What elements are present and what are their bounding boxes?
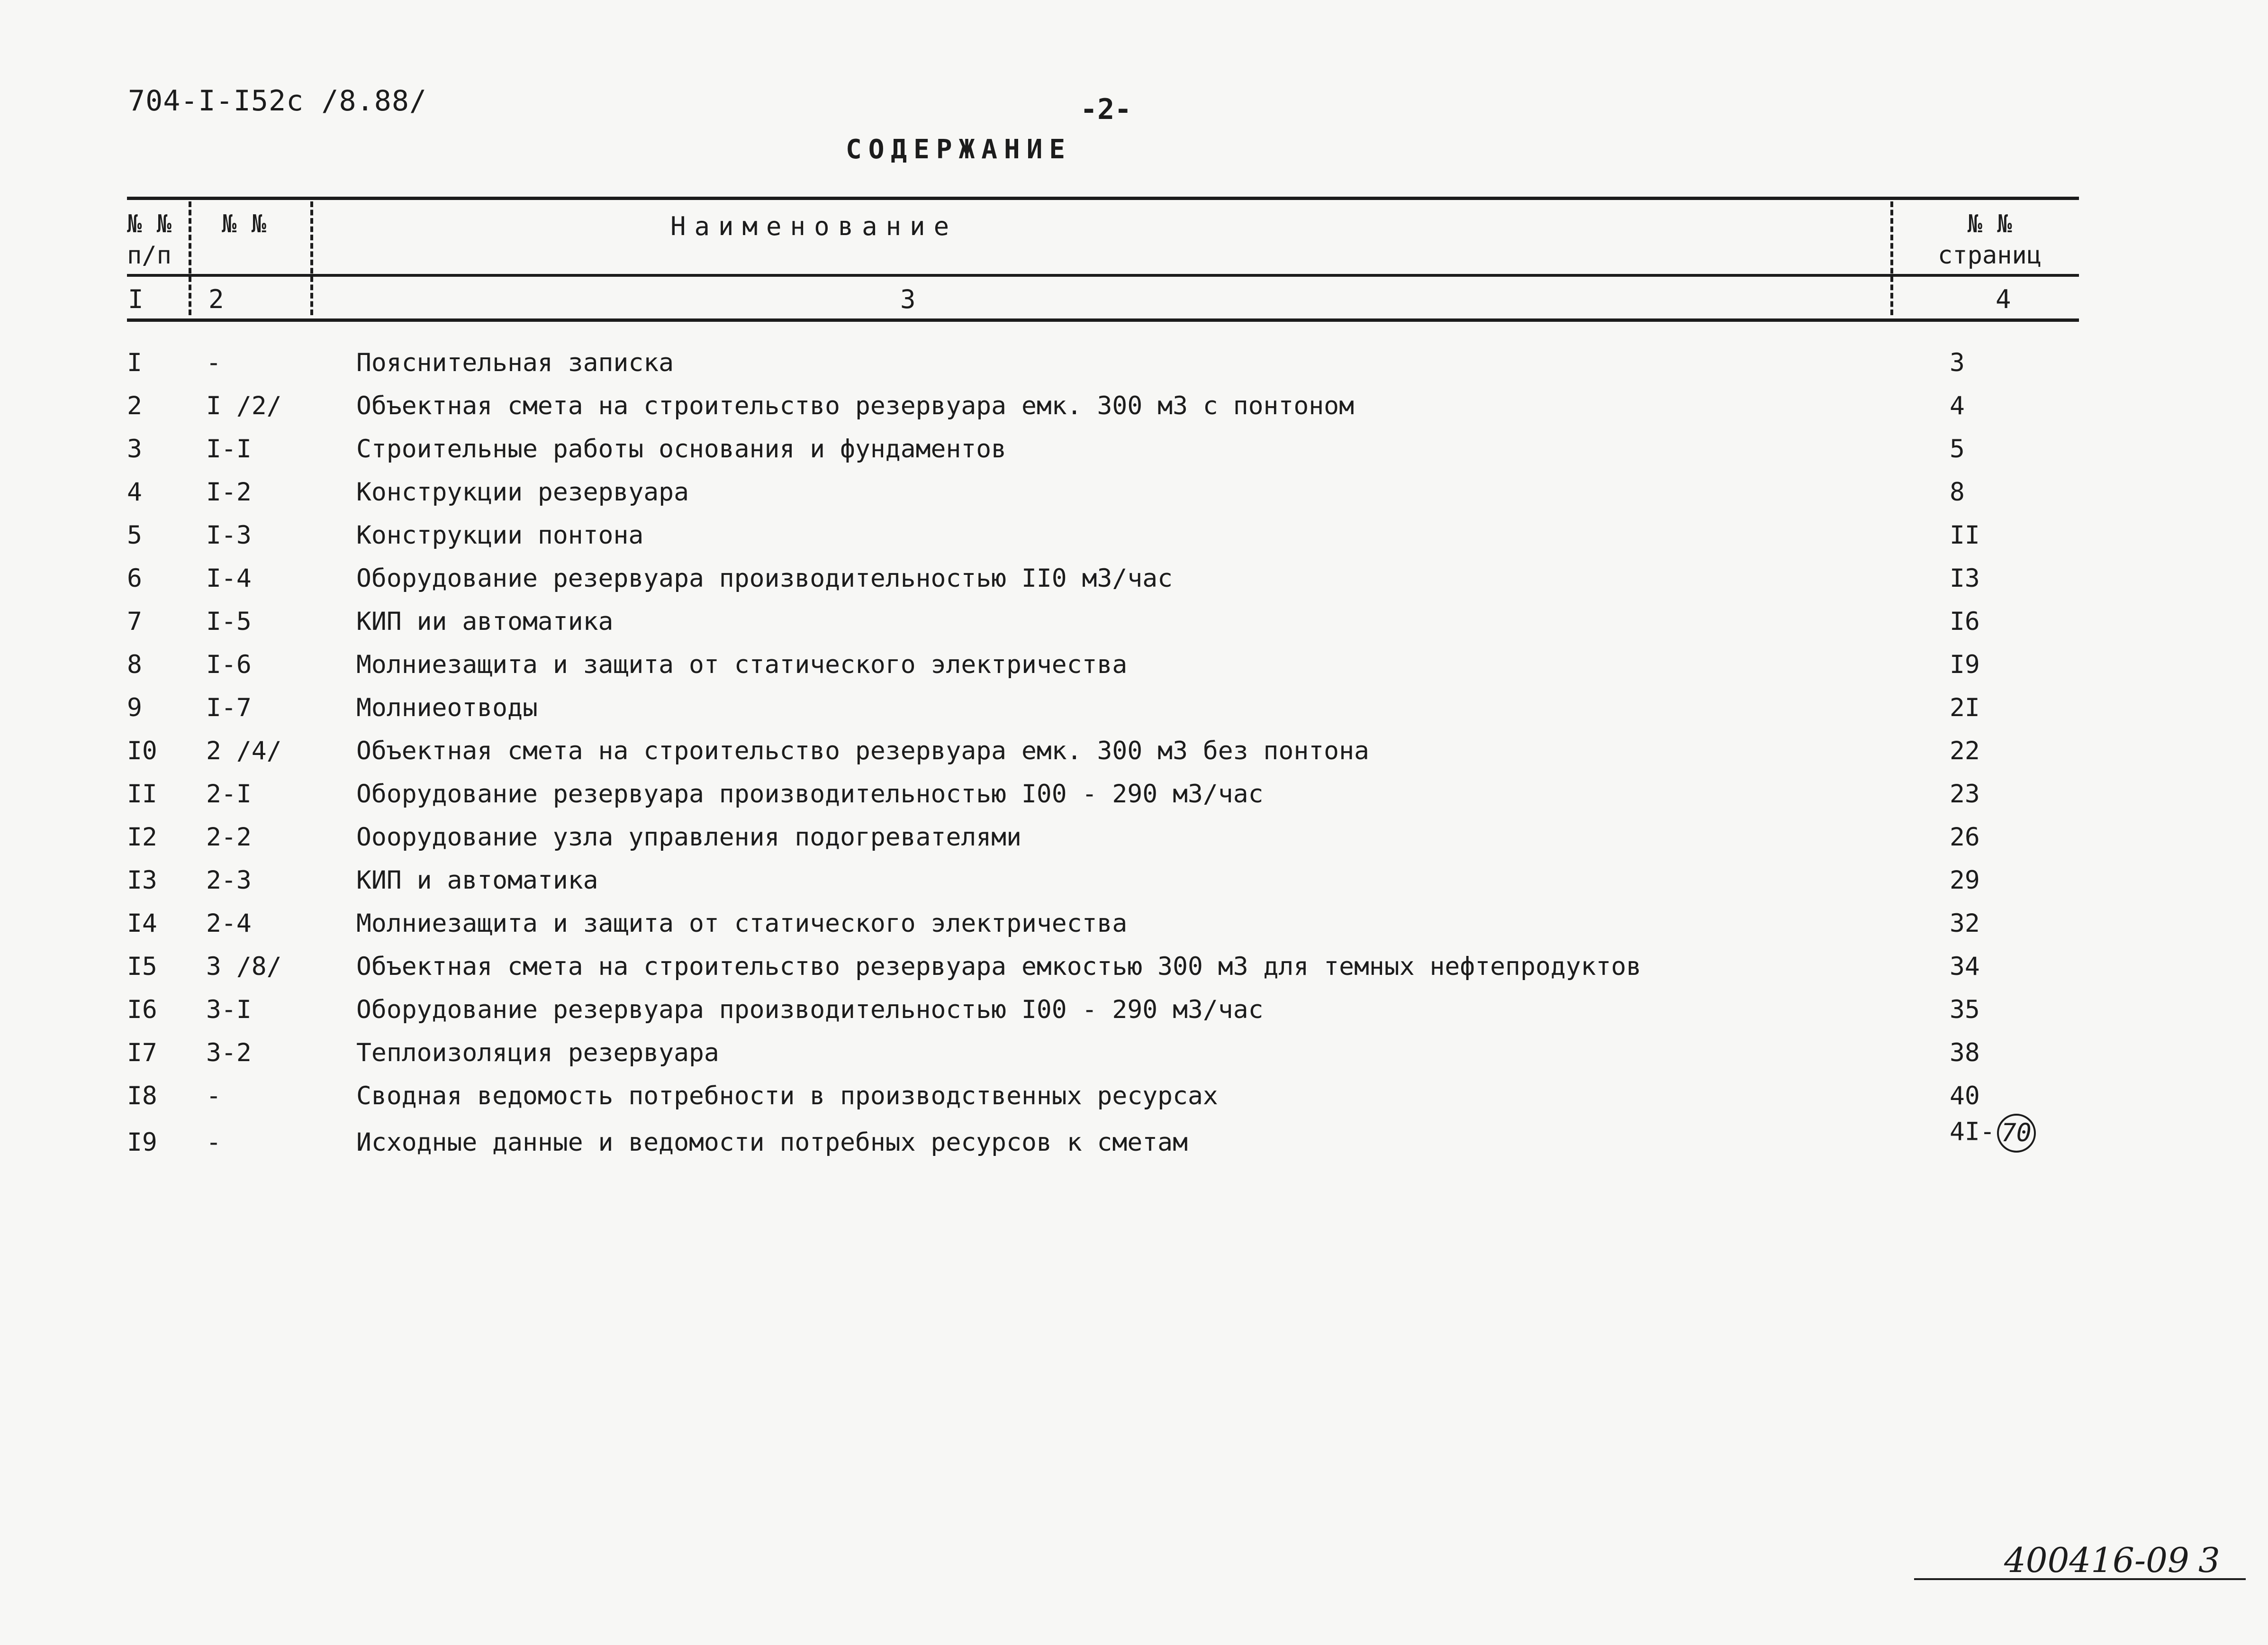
row-name: Объектная смета на строительство резервуара емкостью 300 м3 для темных нефтепродуктов	[356, 952, 1642, 981]
row-page-range: 4I-	[1950, 1117, 1995, 1146]
row-name: Оборудование резервуара производительностью I00 - 290 м3/час	[356, 780, 1264, 809]
row-code: -	[206, 348, 221, 377]
row-code: I-6	[206, 650, 252, 679]
column-divider-2	[310, 201, 313, 315]
table-header-rule	[127, 274, 2079, 277]
row-number: 3	[127, 435, 142, 464]
row-page: 32	[1950, 909, 1980, 938]
row-number: I6	[127, 995, 157, 1024]
row-number: 2	[127, 391, 142, 420]
row-number: I4	[127, 909, 157, 938]
row-page: 3	[1950, 348, 1965, 377]
row-number: 5	[127, 521, 142, 550]
table-row	[0, 348, 2268, 391]
table-row	[0, 736, 2268, 780]
table-row	[0, 607, 2268, 650]
row-code: 2-4	[206, 909, 252, 938]
table-row	[0, 1117, 2268, 1171]
row-name: Молниеотводы	[356, 693, 538, 722]
row-page: 2I	[1950, 693, 1980, 722]
row-code: -	[206, 1128, 221, 1157]
row-page: 26	[1950, 823, 1980, 852]
row-page: 38	[1950, 1038, 1980, 1067]
table-row	[0, 1082, 2268, 1125]
row-name: Конструкции резервуара	[356, 478, 689, 507]
column-number-4: 4	[1996, 284, 2011, 314]
row-name: Сводная ведомость потребности в производственных ресурсах	[356, 1082, 1218, 1110]
header-name: Наименование	[670, 211, 958, 241]
row-number: 7	[127, 607, 142, 636]
inventory-stamp: 400416-09	[2004, 1540, 2189, 1580]
row-code: I-I	[206, 435, 252, 464]
row-name: Ооорудование узла управления подогревателями	[356, 823, 1021, 852]
row-code: 2-2	[206, 823, 252, 852]
row-name: Оборудование резервуара производительностью I00 - 290 м3/час	[356, 995, 1264, 1024]
page-title: СОДЕРЖАНИЕ	[846, 134, 1072, 165]
row-name: Строительные работы основания и фундаментов	[356, 435, 1007, 464]
row-page: 29	[1950, 866, 1980, 895]
row-code: I-7	[206, 693, 252, 722]
row-number: I9	[127, 1128, 157, 1157]
row-code: I /2/	[206, 391, 282, 420]
row-number: I0	[127, 736, 157, 765]
row-name: Теплоизоляция резервуара	[356, 1038, 719, 1067]
row-page: 22	[1950, 736, 1980, 765]
sheet-number: 3	[2198, 1540, 2220, 1580]
row-name: КИП ии автоматика	[356, 607, 614, 636]
table-row	[0, 952, 2268, 995]
row-page: I6	[1950, 607, 1980, 636]
page-number: -2-	[1080, 93, 1132, 126]
row-page: I9	[1950, 650, 1980, 679]
row-code: 2 /4/	[206, 736, 282, 765]
row-number: 6	[127, 564, 142, 593]
row-number: 9	[127, 693, 142, 722]
row-name: Исходные данные и ведомости потребных ресурсов к сметам	[356, 1128, 1188, 1157]
row-page: 34	[1950, 952, 1980, 981]
row-code: I-3	[206, 521, 252, 550]
row-name: Объектная смета на строительство резервуара емк. 300 м3 с понтоном	[356, 391, 1354, 420]
row-code: I-5	[206, 607, 252, 636]
row-code: 3-I	[206, 995, 252, 1024]
row-code: 2-I	[206, 780, 252, 809]
row-number: I2	[127, 823, 157, 852]
row-name: КИП и автоматика	[356, 866, 598, 895]
circled-page-end: 70	[1997, 1114, 2036, 1153]
footer-underline	[1914, 1578, 2246, 1580]
row-page: I3	[1950, 564, 1980, 593]
column-number-1: I	[128, 284, 144, 314]
column-divider-1	[189, 201, 191, 315]
table-row	[0, 521, 2268, 564]
row-name: Оборудование резервуара производительностью II0 м3/час	[356, 564, 1173, 593]
row-code: 3-2	[206, 1038, 252, 1067]
row-page	[1950, 1114, 2036, 1153]
table-row	[0, 909, 2268, 952]
row-number: I7	[127, 1038, 157, 1067]
row-number: II	[127, 780, 157, 809]
row-page: 4	[1950, 391, 1965, 420]
table-row	[0, 650, 2268, 693]
table-row	[0, 693, 2268, 736]
column-number-2: 2	[208, 284, 224, 314]
row-number: I5	[127, 952, 157, 981]
header-estimate-number: № №	[222, 210, 266, 238]
row-page: 35	[1950, 995, 1980, 1024]
row-code: 3 /8/	[206, 952, 282, 981]
row-name: Объектная смета на строительство резервуара емк. 300 м3 без понтона	[356, 736, 1369, 765]
column-number-3: 3	[900, 284, 916, 314]
table-row	[0, 391, 2268, 435]
row-number: I3	[127, 866, 157, 895]
row-code: -	[206, 1082, 221, 1110]
table-row	[0, 780, 2268, 823]
row-page: 8	[1950, 478, 1965, 507]
row-number: 8	[127, 650, 142, 679]
row-name: Пояснительная записка	[356, 348, 674, 377]
table-row	[0, 564, 2268, 607]
row-name: Молниезащита и защита от статического электричества	[356, 909, 1128, 938]
row-name: Конструкции понтона	[356, 521, 644, 550]
table-row	[0, 1038, 2268, 1082]
row-number: I	[127, 348, 142, 377]
table-row	[0, 866, 2268, 909]
row-page: 40	[1950, 1082, 1980, 1110]
row-code: I-2	[206, 478, 252, 507]
table-row	[0, 435, 2268, 478]
document-code: 704-I-I52с /8.88/	[128, 84, 427, 118]
row-name: Молниезащита и защита от статического электричества	[356, 650, 1128, 679]
row-code: 2-3	[206, 866, 252, 895]
row-number: I8	[127, 1082, 157, 1110]
row-page: 23	[1950, 780, 1980, 809]
table-row	[0, 478, 2268, 521]
header-pages: № № страниц	[1938, 210, 2042, 270]
table-row	[0, 995, 2268, 1038]
row-code: I-4	[206, 564, 252, 593]
row-page: II	[1950, 521, 1980, 550]
header-row-number: № № п/п	[127, 210, 172, 270]
table-column-numbers-rule	[127, 318, 2079, 322]
table-row	[0, 823, 2268, 866]
table-top-rule	[127, 197, 2079, 200]
row-number: 4	[127, 478, 142, 507]
column-divider-3	[1890, 201, 1893, 315]
row-page: 5	[1950, 435, 1965, 464]
